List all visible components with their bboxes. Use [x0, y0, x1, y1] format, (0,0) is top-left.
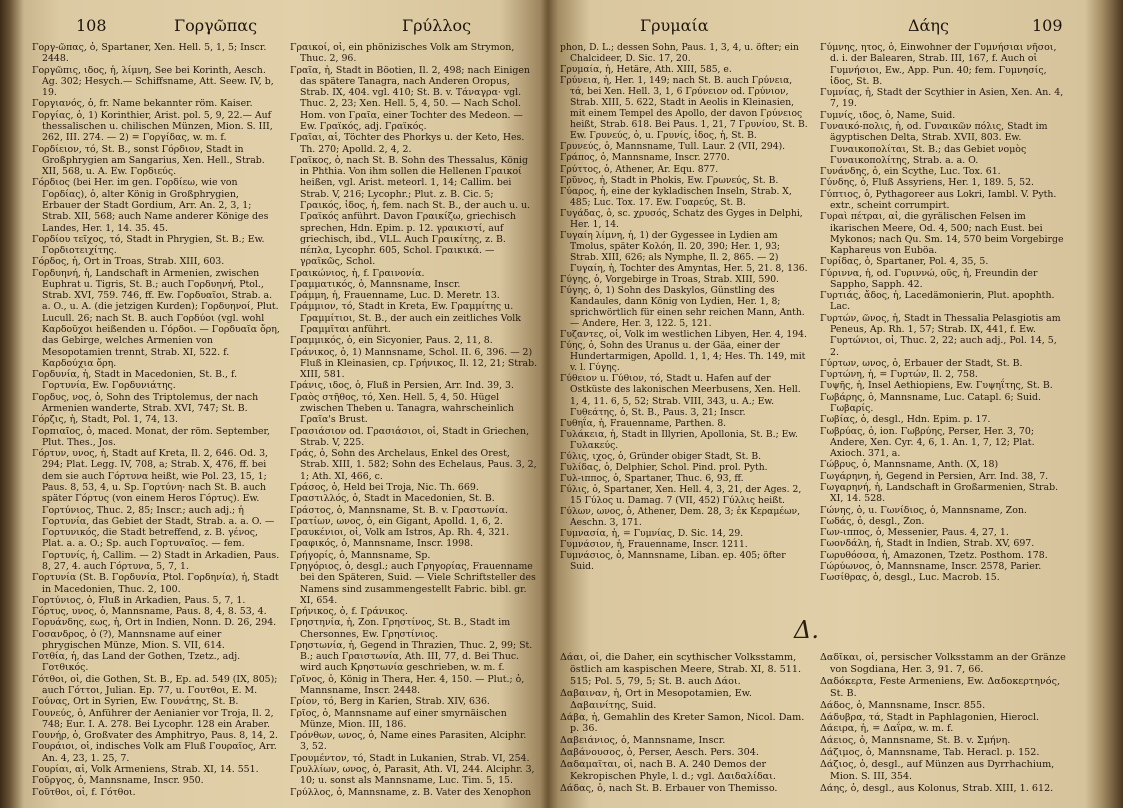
dictionary-entry: Γύγης, ὁ, 1) Sohn des Daskylos, Günstling des Kandaules, dann König von Lydien, Her. 1, 8; sprichwörtlich für einen sehr reichen Mann, Anth. — Andere, Her. 3, 122. 5, 121. — [560, 285, 805, 330]
dictionary-entry: Γράς, ὁ, Sohn des Archelaus, Enkel des Orest, Strab. XIII, 1. 582; Sohn des Echelaus, Paus. 3, 2, 1; Ath. XI, 466, c. — [290, 448, 537, 482]
dictionary-entry: Γωβρύας, ὁ, ion. Γωβρύης, Perser, Her. 3, 70; Andere, Xen. Cyr. 4, 6, 1. An. 1, 7, 12; Plat. Axioch. 371, a. — [820, 425, 1035, 460]
dictionary-entry: Γουνήρ, ὁ, Großvater des Amphitryo, Paus. 8, 14, 2. — [32, 730, 279, 742]
dictionary-entry: Γορδίειον, τό, St. B., sonst Γόρδιον, Stadt in Großphrygien am Sangarius, Xen. Hell., Strab. XII, 568, u. A. Ew. Γορδιεύς. — [32, 143, 265, 178]
dictionary-entry: Γραμμικός, ὁ, ein Sicyonier, Paus. 2, 11, 8. — [290, 335, 493, 347]
dictionary-entry: Γουράιοι, οἱ, indisches Volk am Fluß Γουραῖος, Arr. An. 4, 23, 1. 25, 7. — [32, 741, 277, 764]
dictionary-entry: Γρυμαία, ἡ, Hetäre, Ath. XIII, 585, e. — [560, 64, 732, 76]
dictionary-entry: Γραῖκος, ὁ, nach St. B. Sohn des Thessalus, König in Phthia. Von ihm sollen die Hellenen Γραικοί heißen, vgl. Arist. meteorl. 1, 14; Callim. bei Strab. V, 216; Lycophr.; Plut. z. B. Cic. 5; Γραικός, ἰδος, ἡ, fem. nach St. B., der auch u. u. Γραϊκός anführt. Davon Γραικίζω, griechisch sprechen, Hdn. Epim. p. 12. γραικιστί, auf griechisch, ibd., VLL. Auch Γραικίτης, z. B. πέπλα, Lycophr. 605, Schol. Γραικικά. — γραϊκῶς, Schol. — [290, 154, 531, 268]
dictionary-entry: Γυνάνδης, ὁ, ein Scythe, Luc. Tox. 61. — [820, 166, 1001, 178]
dictionary-entry: Γώρύωνος, ὁ, Mannsname, Inscr. 2578, Parier. — [820, 560, 1042, 572]
dictionary-entry: Γυρίδας, ὁ, Spartaner, Pol. 4, 35, 5. — [820, 256, 989, 268]
dictionary-entry: Γόρδιος (bei Her. im gen. Γορδίεω, wie von Γορδίας), ὁ, alter König in Großphrygien, Erbauer der Stadt Gordium, Arr. An. 2, 3, 1; Strab. XII, 568; auch Name anderer Könige des Landes, Her. 1, 14. 35. 45. — [32, 177, 269, 234]
section-letter: Δ. — [794, 616, 819, 644]
dictionary-entry: Γόρτυς, υνος, ὁ, Mannsname, Paus. 8, 4, 8. 53, 4. — [32, 606, 267, 618]
dictionary-entry: Γύρτων, ωνος, ὁ, Erbauer der Stadt, St. B. — [820, 357, 1023, 369]
dictionary-entry: Γράνικος, ὁ, 1) Mannsname, Schol. II. 6, 396. — 2) Fluß in Kleinasien, cp. Γρήνικος, Il. 12, 21; Strab. XIII, 581. — [290, 346, 538, 381]
dictionary-entry: Δαδῖκαι, οἱ, persischer Volksstamm an der Gränze von Sogdiana, Her. 3, 91. 7, 66. — [820, 652, 1066, 675]
dictionary-entry: Δαβαιναν, ἡ, Ort in Mesopotamien, Ew. Δαβαινίτης, Suid. — [560, 687, 752, 711]
dictionary-entry: Δαβειάνιος, ὁ, Mannsname, Inscr. — [560, 735, 726, 747]
dictionary-entry: Γύλων, ωνος, ὁ, Athener, Dem. 28, 3; ἐκ Κεραμέων, Aeschn. 3, 171. — [560, 505, 801, 529]
dictionary-entry: Δάβα, ἡ, Gemahlin des Kreter Samon, Nicol. Dam. p. 36. — [560, 711, 805, 735]
dictionary-entry: Γυναικό-πολις, ἡ, od. Γυναικῶν πόλις, Stadt im ägyptischen Delta, Strab. XVII, 803. Ew. Γυναικοπολίται, St. B.; das Gebiet νομὸς Γυναικοπολίτης, Strab. a. a. O. — [820, 120, 1048, 166]
dictionary-entry: Γων-ιππος, ὁ, Messenier, Paus. 4, 27, 1. — [820, 527, 1009, 539]
right-column-1 — [560, 42, 808, 572]
dictionary-entry: Γύνδης, ὁ, Fluß Assyriens, Her. 1, 189. 5, 52. — [820, 177, 1035, 189]
dictionary-entry: Γορτυνία (St. B. Γορδυνία, Ptol. Γορδηνία), ἡ, Stadt in Macedonien, Thuc. 2, 100. — [32, 572, 279, 595]
dictionary-entry: Γρηστωνία, ἡ, Gegend in Thrazien, Thuc. 2, 99; St. B.; auch Γραιστωνία, Ath. III, 77, d. Bei Thuc. wird auch Κρηστωνία geschrieben, w. m. f. — [290, 639, 533, 674]
dictionary-entry: Γούνας, Ort in Syrien, Ew. Γουνάτης, St. B. — [32, 696, 239, 708]
dictionary-entry: Γρήνικος, ὁ, f. Γράνικος. — [290, 606, 408, 618]
dictionary-entry: Δάειρα, ἡ, = Δαΐρα, w. m. f. — [820, 723, 954, 735]
dictionary-entry: Γορδυηνή, ἡ, Landschaft in Armenien, zwischen Euphrat u. Tigris, St. B.; auch Γορδυηνή, Ptol., Strab. XVI, 759. 746, ff. Ew. Γορδυαῖοι, Strab. a. a. O., u. A. (die jetzigen Kurden); Γορδυηνοί, Plut. Lucull. 26; nach St. B. auch Γορδύοι (vgl. wohl Καρδοῦχοι heißenden u. Γόρδοι. — Γορδυαῖα ὄρη, das Gebirge, welches Armenien von Mesopotamien trennt, Strab. XI, 522. f. Καρδούχια ὄρη. — [32, 267, 280, 369]
dictionary-entry: Γοῦργος, ὁ, Mannsname, Inscr. 950. — [32, 775, 204, 787]
delta-column-2 — [820, 652, 1068, 795]
dictionary-entry: Γρῖος, ὁ, Mannsname auf einer smyrnäischen Münze, Mion. III, 186. — [290, 707, 507, 730]
dictionary-entry: Γωγαρηνή, ἡ, Landschaft in Großarmenien, Strab. XI, 14. 528. — [820, 481, 1059, 505]
delta-column-1 — [560, 652, 808, 795]
dictionary-entry: Γωονδάλη, ἡ, Stadt in Indien, Strab. XV, 697. — [820, 538, 1035, 550]
dictionary-entry: Γυρτών, ῶνος, ἡ, Stadt in Thessalia Pelasgiotis am Peneus, Ap. Rh. 1, 57; Strab. IX, 441, f. Ew. Γυρτώνιοι, οἱ, Thuc. 2, 22; auch adj., Pol. 14, 5, 2. — [820, 312, 1061, 358]
dictionary-entry: Γύης, ὁ, Sohn des Uranus u. der Gäa, einer der Hundertarmigen, Apolld. 1, 1, 4; Hes. Th. 149, mit v. l. Γύγης. — [560, 340, 806, 374]
dictionary-entry: Γορυάνδης, εως, ἡ, Ort in Indien, Nonn. D. 26, 294. — [32, 617, 277, 629]
dictionary-entry: Γυψῆς, ἡ, Insel Aethiopiens, Ew. Γυψηΐτης, St. B. — [820, 380, 1053, 392]
head-word-left: Γοργῶπας — [174, 16, 258, 35]
dictionary-entry: Γυμνίς, ιδος, ὁ, Name, Suid. — [820, 109, 956, 121]
dictionary-entry: Γράστος, ὁ, Mannsname, St. B. v. Γραστωνία. — [290, 504, 508, 516]
dictionary-entry: Γώβρυς, ὁ, Mannsname, Anth. (X, 18) — [820, 459, 999, 471]
dictionary-entry: Γοργ-ῶπας, ὁ, Spartaner, Xen. Hell. 5, 1, 5; Inscr. 2448. — [32, 42, 267, 65]
dictionary-entry: Γωγάρηνη, ἡ, Gegend in Persien, Arr. Ind. 38, 7. — [820, 470, 1049, 482]
dictionary-entry: Γρίον, τό, Berg in Karien, Strab. XIV, 636. — [290, 696, 490, 708]
dictionary-entry: Γρυλλίων, ωνος, ὁ, Parasit, Ath. VI, 244. Alciphr. 3, 10; u. sonst als Mannsname, Luc. Tim. 5, 15. — [290, 764, 535, 787]
dictionary-entry: Γύγης, ὁ, Vorgebirge in Troas, Strab. XIII, 590. — [560, 273, 779, 285]
left-column-1 — [32, 42, 280, 798]
head-word-right: Γρύλλος — [402, 16, 472, 35]
dictionary-entry: Δαδαμαῖται, οἱ, nach B. A. 240 Demos der Kekropischen Phyle, l. d.; vgl. Δαιδαλίδαι. — [560, 759, 776, 783]
dictionary-entry: Γώνης, ὁ, u. Γωνίδιος, ὁ, Mannsname, Zon. — [820, 504, 1027, 516]
dictionary-entry: Γουνεύς, ὁ, Anführer der Aenianier vor Troja, Il. 2, 748; Eur. I. A. 278. Bei Lycophr. 128 ein Araber. — [32, 707, 274, 730]
dictionary-entry: Γρυνεύς, ὁ, Mannsname, Tull. Laur. 2 (VII, 294). — [560, 141, 786, 153]
dictionary-entry: Γρῦνος, ἡ, Stadt in Phokis, Ew. Γρωνεύς, St. B. — [560, 174, 779, 186]
dictionary-entry: Γωδάς, ὁ, desgl., Zon. — [820, 515, 925, 527]
dictionary-entry: Γύπτιος, ὁ, Pythagoreer aus Lokri, Iambl. V. Pyth. extr., scheint corrumpirt. — [820, 188, 1057, 211]
dictionary-entry: Γύριννα, ἡ, od. Γυριννώ, οῦς, ἡ, Freundin der Sappho, Sapph. 42. — [820, 267, 1038, 290]
right-running-head — [560, 10, 1100, 38]
dictionary-entry: Γοτθία, ἡ, das Land der Gothen, Tzetz., adj. Γοτθικός. — [32, 651, 241, 674]
dictionary-entry: Γρατίων, ωνος, ὁ, ein Gigant, Apolld. 1, 6, 2. — [290, 515, 503, 527]
dictionary-entry: Γύλις, ὁ, Spartaner, Xen. Hell. 4, 3, 21, der Ages. 2, 15 Γύλος u. Damag. 7 (VII, 452) Γύλλις heißt. — [560, 483, 802, 506]
dictionary-entry: Γράμμη, ἡ, Frauenname, Luc. D. Meretr. 13. — [290, 290, 500, 302]
dictionary-entry: Γραὸς στῆθος, τό, Xen. Hell. 5, 4, 50. Hügel zwischen Theben u. Tanagra, wahrscheinlich Γραῖα's Brust. — [290, 391, 514, 426]
dictionary-entry: Γωσίθρας, ὁ, desgl., Luc. Macrob. 15. — [820, 572, 1000, 584]
dictionary-entry: Γράσος, ὁ, Held bei Troja, Nic. Th. 669. — [290, 481, 479, 493]
dictionary-entry: Γρηστηνία, ἡ, Zon. Γρηστίνος, St. B., Stadt im Chersonnes, Ew. Γρηστίνιος. — [290, 617, 511, 640]
dictionary-entry: Γυμνάσιον, ἡ, Frauenname, Inscr. 1211. — [560, 539, 748, 551]
dictionary-entry: Δάδυβρα, τά, Stadt in Paphlagonien, Hierocl. — [820, 711, 1040, 723]
dictionary-entry: Γουρίαι, αἱ, Volk Armeniens, Strab. XI, 14. 551. — [32, 764, 259, 775]
dictionary-entry: Γραικώνιος, ἡ, f. Γραινονία. — [290, 267, 425, 279]
right-column-2 — [820, 42, 1068, 584]
dictionary-entry: Γότθοι, οἱ, die Gothen, St. B., Ep. ad. 549 (IX, 805); auch Γόττοι, Julian. Ep. 77, u. Γουτθοι, E. M. — [32, 673, 278, 697]
page-number: 108 — [76, 16, 107, 35]
dictionary-entry: Γυμνασία, ἡ, = Γυμνίας, D. Sic. 14, 29. — [560, 528, 744, 540]
dictionary-entry: Γορπιαῖος, ὁ, maced. Monat, der röm. September, Plut. Thes., Jos. — [32, 425, 270, 448]
dictionary-entry: Δάζιος, ὁ, desgl., auf Münzen aus Dyrrhachium, Mion. S. III, 354. — [820, 759, 1055, 783]
left-page — [24, 0, 544, 808]
dictionary-entry: Γοῦτθοι, οἱ, f. Γότθοι. — [32, 786, 136, 798]
dictionary-entry: Δάειος, ὁ, Mannsname, St. B. v. Σμήνη. — [820, 735, 1011, 747]
page-number: 109 — [1032, 16, 1063, 35]
dictionary-entry: Γυμνίας, ἡ, Stadt der Scythier in Asien, Xen. An. 4, 7, 19. — [820, 87, 1064, 110]
dictionary-entry: Δάζιμος, ὁ, Mannsname, Tab. Heracl. p. 152. — [820, 747, 1040, 759]
dictionary-entry: Γορδίου τεῖχος, τό, Stadt in Phrygien, St. B.; Ew. Γορδιοτειχίτης. — [32, 233, 265, 257]
dictionary-entry: Γυλ-ιππος, ὁ, Spartaner, Thuc. 6, 93, ff. — [560, 472, 744, 484]
dictionary-entry: Γύθειον u. Γύθιον, τό, Stadt u. Hafen auf der Ostküste des lakonischen Meerbusens, Xen. Hell. 1, 4, 11. 6, 5, 52; Strab. VIII, 343, u. A.; Ew. Γυθεάτης, ὁ, St. B., Paus. 3, 21; Inscr. — [560, 373, 801, 418]
dictionary-entry: Γρασιάσιον od. Γρασιάσιοι, οἱ, Stadt in Griechen, Strab. V, 225. — [290, 425, 530, 448]
dictionary-entry: Γράπος, ὁ, Mannsname, Inscr. 2770. — [560, 152, 730, 164]
dictionary-entry: Γρύττος, ὁ, Athener, Ar. Equ. 877. — [560, 163, 719, 175]
dictionary-entry: Γραῖαι, αἱ, Töchter des Phorkys u. der Keto, Hes. Th. 270; Apolld. 2, 4, 2. — [290, 132, 525, 155]
dictionary-entry: Δάης, ὁ, desgl., aus Kolonus, Strab. XIII, 1. 612. — [820, 782, 1054, 794]
dictionary-entry: Γρύλλος, ὁ, Mannsname, z. B. Vater des Xenophon — [290, 786, 532, 798]
dictionary-entry: Δάδος, ὁ, Mannsname, Inscr. 855. — [820, 699, 986, 711]
dictionary-entry: Γυλίδας, ὁ, Delphier, Schol. Pind. prol. Pyth. — [560, 461, 768, 473]
dictionary-entry: Δάδας, ὁ, nach St. B. Erbauer von Themisso. — [560, 782, 778, 794]
dictionary-entry: Γύλις, ιχος, ὁ, Gründer obiger Stadt, St. B. — [560, 450, 761, 462]
dictionary-entry: Γρήγορίς, ὁ, Mannsname, Sp. — [290, 549, 431, 561]
dictionary-entry: Γορδυνία, ἡ, Stadt in Macedonien, St. B., f. Γορτυνία, Ew. Γορδυνιάτης. — [32, 369, 238, 392]
head-word-left: Γρυμαία — [640, 16, 709, 35]
dictionary-entry: Γυρτώνη, ἡ, = Γυρτών, Il. 2, 758. — [820, 369, 978, 381]
dictionary-entry: Γύαρος, ἡ, eine der kykladischen Inseln, Strab. X, 485; Luc. Tox. 17. Ew. Γυαρεύς, St. B. — [560, 185, 792, 208]
dictionary-entry: Δαβάνουσος, ὁ, Perser, Aesch. Pers. 304. — [560, 747, 759, 759]
dictionary-entry: Δάαι, οἱ, die Daher, ein scythischer Volksstamm, östlich am kaspischen Meere, Strab. XI, 8. 511. 515; Pol. 5, 79, 5; St. B. auch Δάοι. — [560, 652, 802, 687]
dictionary-entry: Γοργῶπις, ιδος, ἡ, λίμνη, See bei Korinth, Aesch. Ag. 302; Hesych.— Schiffsname, Att. Seew. IV, b, 19. — [32, 64, 274, 99]
dictionary-entry: Γωβίας, ὁ, desgl., Hdn. Epim. p. 17. — [820, 414, 991, 426]
dictionary-entry: Γυζαντες, οἱ, Volk im westlichen Libyen, Her. 4, 194. — [560, 329, 807, 341]
dictionary-entry: Γραφικός, ὁ, Mannsname, Inscr. 1998. — [290, 538, 474, 550]
dictionary-entry: Γρόνθων, ωνος, ὁ, Name eines Parasiten, Alciphr. 3, 52. — [290, 730, 527, 753]
dictionary-entry: Γυγάδας, ὁ, sc. χρυσός, Schatz des Gyges in Delphi, Her. 1, 14. — [560, 207, 803, 230]
dictionary-entry: Γόρδος, ἡ, Ort in Troas, Strab. XIII, 603. — [32, 256, 225, 268]
dictionary-entry: Γράνις, ιδος, ὁ, Fluß in Persien, Arr. Ind. 39, 3. — [290, 380, 514, 392]
dictionary-entry: Γυλάκεια, ἡ, Stadt in Illyrien, Apollonia, St. B.; Ew. Γυλακεύς. — [560, 428, 798, 451]
dictionary-entry: Γρῖνος, ὁ, König in Thera, Her. 4, 150. — Plut.; ὁ, Mannsname, Inscr. 2448. — [290, 673, 525, 697]
dictionary-entry: Γυγαίη λίμνη, ἡ, 1) der Gygessee in Lydien am Tmolus, später Κολόη, Il. 20, 390; Her. 1, 93; Strab. XIII, 626; als Nymphe, Il. 2, 865. — 2) Γυγαίη, ἡ, Tochter des Amyntas, Her. 5, 21. 8, 136. — [560, 229, 808, 274]
dictionary-entry: Γυμνάσιος, ὁ, Mannsname, Liban. ep. 405; öfter Suid. — [560, 550, 786, 573]
dictionary-entry: Γραικοί, οἱ, ein phönizisches Volk am Strymon, Thuc. 2, 96. — [290, 42, 515, 65]
dictionary-entry: Γραστιλλός, ὁ, Stadt in Macedonien, St. B. — [290, 493, 495, 505]
left-column-2 — [290, 42, 538, 798]
dictionary-entry: Γραῖα, ἡ, Stadt in Böotien, Il. 2, 498; nach Einigen das spätere Tanagra, nach Anderen Oropus, Strab. IX, 404. vgl. 410; St. B. v. Τάναγρα· vgl. Thuc. 2, 23; Xen. Hell. 5, 4, 50. — Nach Schol. Hom. von Γραῖα, einer Tochter des Medeon. — Ew. Γραϊκός, adj. Γραϊκός. — [290, 64, 530, 132]
right-page — [560, 0, 1100, 808]
dictionary-entry: Γόρζις, ἡ, Stadt, Pol. 1, 74, 13. — [32, 414, 178, 426]
dictionary-entry: Γυθηΐα, ἡ, Frauenname, Parthen. 8. — [560, 417, 727, 429]
dictionary-entry: Γρουμέντον, τό, Stadt in Lukanien, Strab. VI, 254. — [290, 752, 530, 764]
dictionary-entry: Γραμματικός, ὁ, Mannsname, Inscr. — [290, 278, 461, 290]
dictionary-entry: Γοργίας, ὁ, 1) Korinthier, Arist. pol. 5, 9, 22.— Auf thessalischen u. chilischen Münzen, Mion. S. III, 262, III. 274. — 2) = Γοργίδας, w. m. f. — [32, 109, 273, 144]
dictionary-entry: Γορδυς, νος, ὁ, Sohn des Triptolemus, der nach Armenien wanderte, Strab. XVI, 747; St. B. — [32, 391, 259, 414]
dictionary-entry: Γυρτιάς, ἄδος, ἡ, Lacedämonierin, Plut. apophth. Lac. — [820, 290, 1055, 313]
dictionary-entry: Γύμνης, ητος, ὁ, Einwohner der Γυμνήσιαι νῆσοι, d. i. der Balearen, Strab. III, 167, f. Auch οἱ Γυμνήσιοι, Ew., App. Pun. 40; fem. Γυμνησίς, ἰδος, St. B. — [820, 42, 1057, 87]
dictionary-entry: Γρηγόριος, ὁ, desgl.; auch Γρηγορίας, Frauenname bei den Späteren, Suid. — Viele Schriftsteller des Namens sind zusammengestellt Fabric. bibl. gr. XI, 654. — [290, 560, 536, 606]
dictionary-entry: Γόρτυν, υνος, ἡ, Stadt auf Kreta, Il. 2, 646. Od. 3, 294; Plat. Legg. IV, 708, a; Strab. X, 476, ff. bei dem sie auch Γόρτυνα heißt, wie Pol. 23, 15, 1; Paus. 8, 53, 4, u. Sp. Γορτύνη· nach St. B. auch später Γόρτυς (von einem Heros Γόρτυς). Ew. Γορτύνιος, Thuc. 2, 85; Inscr.; auch adj.; ἡ Γορτυνία, das Gebiet der Stadt, Strab. a. a. O. — Γορτυνικός, die Stadt betreffend, z. B. γένος, Plat. a. a. O.; Sp. auch Γορτυναῖος. — fem. Γορτυνίς, ἡ, Callim. — 2) Stadt in Arkadien, Paus. 8, 27, 4. auch Γόρτυνα, 5, 7, 1. — [32, 448, 280, 572]
left-running-head — [24, 10, 544, 38]
dictionary-entry: Γοσανδρος, ὁ (?), Mannsname auf einer phrygischen Münze, Mion. S. VII, 614. — [32, 628, 225, 651]
dictionary-entry: Δαδόκερτα, Feste Armeniens, Ew. Δαδοκερτηνός, St. B. — [820, 675, 1061, 699]
dictionary-entry: Γρύνεια, ἡ, Her. 1, 149; nach St. B. auch Γρύνεια, τά, bei Xen. Hell. 3, 1, 6 Γρύνειον od. Γρύνιον, Strab. XIII, 5. 622, Stadt in Aeolis in Kleinasien, mit einem Tempel des Apollo, der davon Γρύνειος heißt, Strab. 618. Bei Paus. 1, 21, 7 Γρυνίου, St. B. Ew. Γρυνεύς, ὁ, u. Γρυνίς, ἰδος, ἡ, St. B. — [560, 75, 808, 142]
dictionary-entry: Γωβάρης, ὁ, Mannsname, Luc. Catapl. 6; Suid. Γωβαρίς. — [820, 391, 1042, 414]
dictionary-entry: phon, D. L.; dessen Sohn, Paus. 1, 3, 4, u. öfter; ein Chalcideer, D. Sic. 17, 20. — [560, 42, 799, 65]
dictionary-entry: Γράμμιον, τό, Stadt in Kreta, Ew. Γραμμίτης u. Γραμμίτιοι, St. B., der auch ein zeitliches Volk Γραμμῖται anführt. — [290, 301, 521, 336]
dictionary-entry: Γραυκένιοι, οἱ, Volk am Istros, Ap. Rh. 4, 321. — [290, 527, 510, 539]
dictionary-entry: Γωρυθόσσα, ἡ, Amazonen, Tzetz. Posthom. 178. — [820, 549, 1048, 561]
dictionary-entry: Γορτύνιος, ὁ, Fluß in Arkadien, Paus. 5, 7, 1. — [32, 594, 246, 606]
head-word-right: Δάης — [908, 16, 949, 35]
dictionary-entry: Γυραὶ πέτραι, αἱ, die gyrälischen Felsen im ikarischen Meere, Od. 4, 500; nach Eust. bei Mykonos; nach Qu. Sm. 14, 570 beim Vorgebirge Kaphareus von Euböa. — [820, 211, 1064, 257]
dictionary-entry: Γοργιανός, ὁ, fr. Name bekannter röm. Kaiser. — [32, 98, 253, 110]
